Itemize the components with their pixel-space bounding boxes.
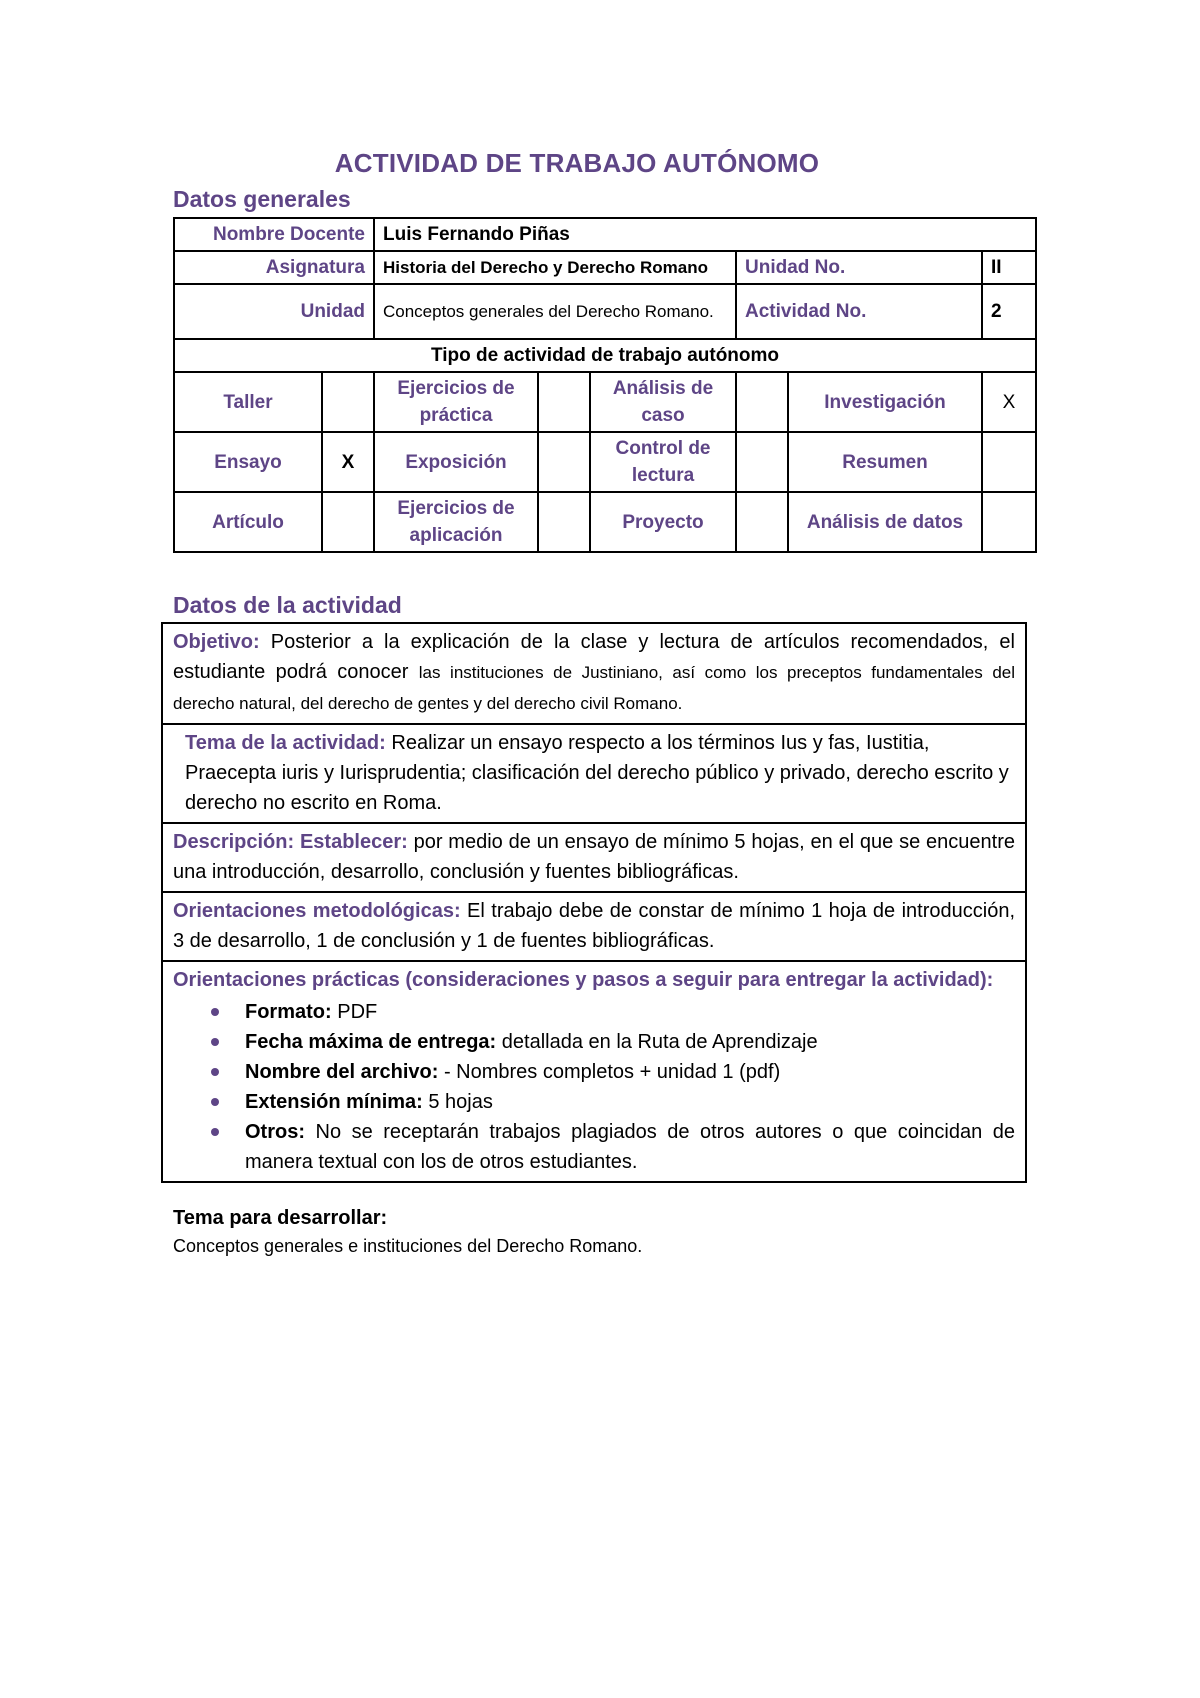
tipo-mark xyxy=(982,432,1036,492)
value-unidad-no: II xyxy=(982,251,1036,284)
tema-desarrollar-heading: Tema para desarrollar: xyxy=(173,1207,388,1229)
item-value: 5 hojas xyxy=(428,1091,493,1113)
label-unidad: Unidad xyxy=(174,284,374,339)
tipo-label: Investigación xyxy=(788,372,982,432)
label-nombre-docente: Nombre Docente xyxy=(174,218,374,251)
list-item xyxy=(245,1117,1015,1177)
row-tipo-header xyxy=(174,339,1036,372)
orientaciones-metodologicas-block xyxy=(163,893,1025,962)
tipo-label: Ensayo xyxy=(174,432,322,492)
tipo-label: Análisis de caso xyxy=(590,372,736,432)
tipo-label: Exposición xyxy=(374,432,538,492)
objetivo-block xyxy=(163,624,1025,725)
list-item xyxy=(245,1027,1015,1057)
value-asignatura: Historia del Derecho y Derecho Romano xyxy=(374,251,736,284)
item-value: detallada en la Ruta de Aprendizaje xyxy=(501,1031,818,1053)
tipo-mark xyxy=(538,492,590,552)
list-item xyxy=(245,1057,1015,1087)
tipo-mark: X xyxy=(982,372,1036,432)
list-item xyxy=(245,1087,1015,1117)
general-data-table xyxy=(173,217,1037,553)
label-unidad-no: Unidad No. xyxy=(736,251,982,284)
tipo-mark xyxy=(736,432,788,492)
row-docente xyxy=(174,218,1036,251)
tipo-label: Artículo xyxy=(174,492,322,552)
item-key: Fecha máxima de entrega: xyxy=(245,1031,497,1053)
tipo-label: Ejercicios de práctica xyxy=(374,372,538,432)
tema-desarrollar xyxy=(173,1203,1073,1259)
value-actividad-no: 2 xyxy=(982,284,1036,339)
descripcion-label: Descripción: Establecer: xyxy=(173,831,408,853)
tema-text: Realizar un ensayo respecto a los términos Ius y fas, Iustitia, Praecepta iuris y Iurisprudentia; clasificación del derecho público y privado, derecho escrito y derecho no escrito en Roma. xyxy=(185,732,1009,814)
label-asignatura: Asignatura xyxy=(174,251,374,284)
tipo-mark xyxy=(736,492,788,552)
tipo-label: Ejercicios de aplicación xyxy=(374,492,538,552)
item-key: Formato: xyxy=(245,1001,332,1023)
tipo-label: Resumen xyxy=(788,432,982,492)
section-datos-actividad: Datos de la actividad xyxy=(173,592,402,618)
row-asignatura xyxy=(174,251,1036,284)
tema-block xyxy=(163,725,1025,824)
tipo-label: Proyecto xyxy=(590,492,736,552)
tipo-mark xyxy=(982,492,1036,552)
objetivo-text-cont: las instituciones de Justiniano, así como los preceptos fundamentales del derecho natural, del derecho de gentes y del derecho civil Romano. xyxy=(173,663,1015,713)
row-unidad xyxy=(174,284,1036,339)
document-title: ACTIVIDAD DE TRABAJO AUTÓNOMO xyxy=(334,148,820,178)
value-nombre-docente: Luis Fernando Piñas xyxy=(374,218,1036,251)
label-actividad-no: Actividad No. xyxy=(736,284,982,339)
tipo-mark xyxy=(538,372,590,432)
tipo-actividad-header: Tipo de actividad de trabajo autónomo xyxy=(174,339,1036,372)
tipo-label: Taller xyxy=(174,372,322,432)
objetivo-text: Posterior a la explicación de la clase y lectura de artículos recomendados, el estudiante podrá conocer xyxy=(173,631,1016,683)
tipo-mark xyxy=(736,372,788,432)
tipo-label: Análisis de datos xyxy=(788,492,982,552)
tipo-mark xyxy=(538,432,590,492)
orientaciones-metodologicas-text: El trabajo debe de constar de mínimo 1 hoja de introducción, 3 de desarrollo, 1 de conclusión y 1 de fuentes bibliográficas. xyxy=(173,900,1016,952)
row-tipo-3 xyxy=(174,492,1036,552)
orientaciones-practicas-label: Orientaciones prácticas (consideraciones y pasos a seguir para entregar la actividad): xyxy=(173,969,994,991)
orientaciones-practicas-block xyxy=(163,962,1025,1183)
activity-data-box xyxy=(161,622,1027,1183)
tipo-mark xyxy=(322,372,374,432)
row-tipo-1 xyxy=(174,372,1036,432)
tipo-label: Control de lectura xyxy=(590,432,736,492)
item-key: Extensión mínima: xyxy=(245,1091,423,1113)
item-value: PDF xyxy=(337,1001,378,1023)
descripcion-block xyxy=(163,824,1025,893)
objetivo-label: Objetivo: xyxy=(173,631,260,653)
tema-desarrollar-text: Conceptos generales e instituciones del Derecho Romano. xyxy=(173,1236,643,1256)
item-key: Otros: xyxy=(245,1121,305,1143)
tipo-mark xyxy=(322,492,374,552)
value-unidad: Conceptos generales del Derecho Romano. xyxy=(374,284,736,339)
item-value: - Nombres completos + unidad 1 (pdf) xyxy=(443,1061,781,1083)
row-tipo-2 xyxy=(174,432,1036,492)
item-key: Nombre del archivo: xyxy=(245,1061,439,1083)
orientaciones-metodologicas-label: Orientaciones metodológicas: xyxy=(173,900,461,922)
item-value: No se receptarán trabajos plagiados de otros autores o que coincidan de manera textual con los de otros estudiantes. xyxy=(245,1121,1015,1173)
descripcion-text: por medio de un ensayo de mínimo 5 hojas, en el que se encuentre una introducción, desarrollo, conclusión y fuentes bibliográficas. xyxy=(173,831,1015,883)
list-item xyxy=(245,997,1015,1027)
tipo-mark: X xyxy=(322,432,374,492)
section-datos-generales: Datos generales xyxy=(173,186,351,212)
requirements-list xyxy=(173,997,1015,1177)
tema-label: Tema de la actividad: xyxy=(185,732,386,754)
